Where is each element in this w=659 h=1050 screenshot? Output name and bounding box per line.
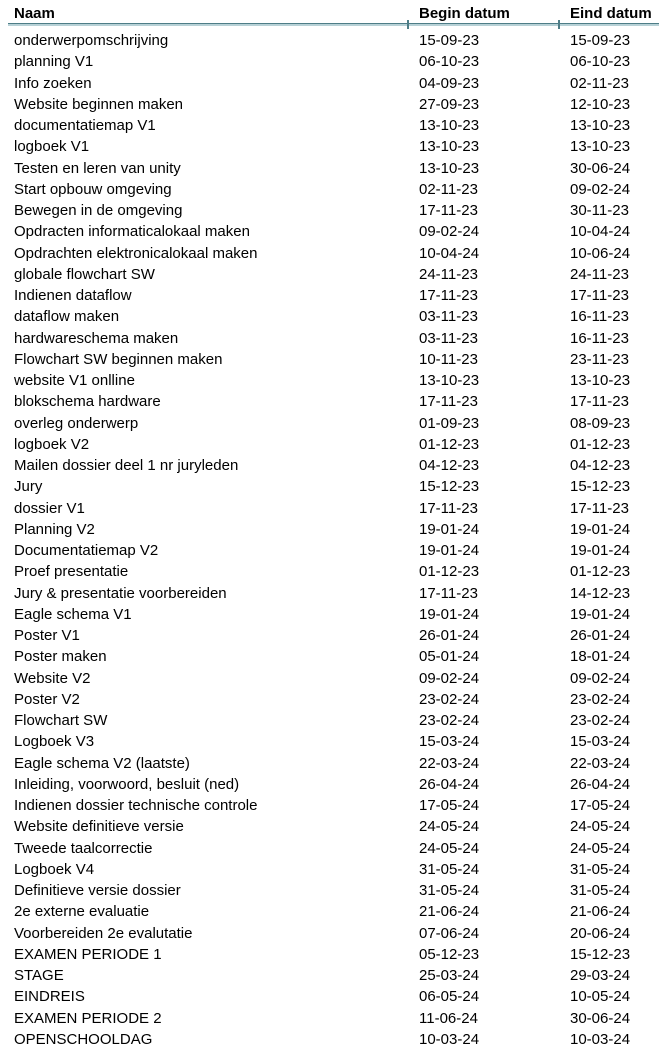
task-name-cell: Voorbereiden 2e evalutatie [14, 924, 193, 942]
table-row [0, 519, 659, 540]
begin-date-cell: 13-10-23 [419, 138, 480, 156]
table-row [0, 689, 659, 710]
end-date-cell: 17-11-23 [570, 499, 629, 517]
column-header-naam: Naam [14, 5, 55, 22]
table-row [0, 625, 659, 646]
task-name-cell: Flowchart SW [14, 712, 108, 730]
begin-date-cell: 17-05-24 [419, 797, 480, 815]
table-row [0, 476, 659, 497]
begin-date-cell: 05-12-23 [419, 945, 480, 963]
table-body [0, 30, 659, 1050]
table-row [0, 923, 659, 944]
table-row [0, 668, 659, 689]
begin-date-cell: 26-04-24 [419, 775, 480, 793]
task-name-cell: Inleiding, voorwoord, besluit (ned) [14, 775, 240, 793]
end-date-cell: 19-01-24 [570, 520, 631, 538]
end-date-cell: 24-11-23 [570, 265, 629, 283]
table-row [0, 30, 659, 51]
begin-date-cell: 04-12-23 [419, 457, 480, 475]
task-name-cell: Proef presentatie [14, 563, 129, 581]
table-row [0, 179, 659, 200]
end-date-cell: 19-01-24 [570, 605, 631, 623]
begin-date-cell: 24-05-24 [419, 818, 480, 836]
begin-date-cell: 15-12-23 [419, 478, 480, 496]
table-row [0, 264, 659, 285]
begin-date-cell: 15-03-24 [419, 733, 480, 751]
end-date-cell: 13-10-23 [570, 372, 631, 390]
begin-date-cell: 25-03-24 [419, 967, 480, 985]
end-date-cell: 20-06-24 [570, 924, 631, 942]
task-name-cell: logboek V2 [14, 435, 90, 453]
begin-date-cell: 26-01-24 [419, 627, 480, 645]
begin-date-cell: 01-09-23 [419, 414, 480, 432]
begin-date-cell: 13-10-23 [419, 117, 480, 135]
begin-date-cell: 13-10-23 [419, 159, 480, 177]
table-row [0, 136, 659, 157]
table-row [0, 328, 659, 349]
task-name-cell: dossier V1 [14, 499, 85, 517]
end-date-cell: 09-02-24 [570, 180, 631, 198]
table-row [0, 73, 659, 94]
end-date-cell: 19-01-24 [570, 542, 631, 560]
end-date-cell: 04-12-23 [570, 457, 631, 475]
table-row [0, 561, 659, 582]
begin-date-cell: 19-01-24 [419, 605, 480, 623]
table-row [0, 774, 659, 795]
task-name-cell: Jury [14, 478, 43, 496]
begin-date-cell: 13-10-23 [419, 372, 480, 390]
task-name-cell: Flowchart SW beginnen maken [14, 350, 223, 368]
task-name-cell: Indienen dossier technische controle [14, 797, 258, 815]
end-date-cell: 26-04-24 [570, 775, 631, 793]
begin-date-cell: 24-11-23 [419, 265, 478, 283]
end-date-cell: 01-12-23 [570, 435, 631, 453]
begin-date-cell: 19-01-24 [419, 520, 480, 538]
begin-date-cell: 15-09-23 [419, 32, 480, 50]
begin-date-cell: 23-02-24 [419, 712, 480, 730]
end-date-cell: 10-04-24 [570, 223, 631, 241]
begin-date-cell: 23-02-24 [419, 690, 480, 708]
end-date-cell: 10-05-24 [570, 988, 631, 1006]
end-date-cell: 24-05-24 [570, 839, 631, 857]
task-name-cell: documentatiemap V1 [14, 117, 156, 135]
end-date-cell: 10-03-24 [570, 1030, 631, 1048]
begin-date-cell: 01-12-23 [419, 435, 480, 453]
table-row [0, 94, 659, 115]
table-row [0, 306, 659, 327]
column-divider-tick [558, 20, 560, 29]
end-date-cell: 09-02-24 [570, 669, 631, 687]
begin-date-cell: 03-11-23 [419, 329, 478, 347]
end-date-cell: 13-10-23 [570, 138, 631, 156]
end-date-cell: 22-03-24 [570, 754, 631, 772]
end-date-cell: 08-09-23 [570, 414, 631, 432]
end-date-cell: 23-02-24 [570, 690, 631, 708]
task-name-cell: 2e externe evaluatie [14, 903, 150, 921]
task-name-cell: blokschema hardware [14, 393, 161, 411]
begin-date-cell: 09-02-24 [419, 223, 480, 241]
begin-date-cell: 10-11-23 [419, 350, 478, 368]
table-row [0, 349, 659, 370]
task-name-cell: planning V1 [14, 53, 94, 71]
task-name-cell: Start opbouw omgeving [14, 180, 172, 198]
task-name-cell: onderwerpomschrijving [14, 32, 169, 50]
end-date-cell: 17-11-23 [570, 287, 629, 305]
table-row [0, 391, 659, 412]
end-date-cell: 15-03-24 [570, 733, 631, 751]
end-date-cell: 24-05-24 [570, 818, 631, 836]
task-name-cell: STAGE [14, 967, 64, 985]
end-date-cell: 17-11-23 [570, 393, 629, 411]
begin-date-cell: 22-03-24 [419, 754, 480, 772]
begin-date-cell: 06-05-24 [419, 988, 480, 1006]
end-date-cell: 13-10-23 [570, 117, 631, 135]
begin-date-cell: 10-03-24 [419, 1030, 480, 1048]
begin-date-cell: 19-01-24 [419, 542, 480, 560]
task-name-cell: logboek V1 [14, 138, 90, 156]
task-name-cell: Mailen dossier deel 1 nr juryleden [14, 457, 239, 475]
task-name-cell: EXAMEN PERIODE 2 [14, 1009, 162, 1027]
table-row [0, 901, 659, 922]
task-name-cell: Eagle schema V1 [14, 605, 132, 623]
end-date-cell: 14-12-23 [570, 584, 631, 602]
table-row [0, 370, 659, 391]
table-row [0, 583, 659, 604]
task-name-cell: EINDREIS [14, 988, 85, 1006]
end-date-cell: 01-12-23 [570, 563, 631, 581]
begin-date-cell: 03-11-23 [419, 308, 478, 326]
task-name-cell: hardwareschema maken [14, 329, 179, 347]
begin-date-cell: 05-01-24 [419, 648, 480, 666]
table-row [0, 944, 659, 965]
table-row [0, 965, 659, 986]
end-date-cell: 16-11-23 [570, 308, 629, 326]
task-name-cell: Opdrachten elektronicalokaal maken [14, 244, 258, 262]
end-date-cell: 16-11-23 [570, 329, 629, 347]
table-row [0, 200, 659, 221]
table-row [0, 838, 659, 859]
begin-date-cell: 01-12-23 [419, 563, 480, 581]
begin-date-cell: 27-09-23 [419, 95, 480, 113]
column-header-eind-datum: Eind datum [570, 5, 652, 22]
end-date-cell: 15-09-23 [570, 32, 631, 50]
table-header-row [0, 5, 659, 23]
begin-date-cell: 02-11-23 [419, 180, 478, 198]
task-name-cell: Logboek V4 [14, 860, 95, 878]
begin-date-cell: 17-11-23 [419, 499, 478, 517]
begin-date-cell: 17-11-23 [419, 584, 478, 602]
table-row [0, 243, 659, 264]
begin-date-cell: 31-05-24 [419, 882, 480, 900]
task-name-cell: Tweede taalcorrectie [14, 839, 153, 857]
header-rule [8, 23, 659, 26]
task-name-cell: Poster V2 [14, 690, 80, 708]
task-name-cell: Jury & presentatie voorbereiden [14, 584, 227, 602]
task-name-cell: globale flowchart SW [14, 265, 155, 283]
task-name-cell: Poster V1 [14, 627, 80, 645]
begin-date-cell: 17-11-23 [419, 202, 478, 220]
end-date-cell: 15-12-23 [570, 945, 631, 963]
begin-date-cell: 17-11-23 [419, 287, 478, 305]
table-row [0, 710, 659, 731]
task-name-cell: Website definitieve versie [14, 818, 184, 836]
task-name-cell: OPENSCHOOLDAG [14, 1030, 153, 1048]
table-row [0, 434, 659, 455]
table-row [0, 51, 659, 72]
task-name-cell: EXAMEN PERIODE 1 [14, 945, 162, 963]
begin-date-cell: 17-11-23 [419, 393, 478, 411]
table-row [0, 859, 659, 880]
table-row [0, 753, 659, 774]
begin-date-cell: 11-06-24 [419, 1009, 478, 1027]
begin-date-cell: 21-06-24 [419, 903, 480, 921]
end-date-cell: 30-06-24 [570, 159, 631, 177]
task-name-cell: Indienen dataflow [14, 287, 132, 305]
table-row [0, 221, 659, 242]
table-row [0, 880, 659, 901]
table-row [0, 413, 659, 434]
end-date-cell: 06-10-23 [570, 53, 631, 71]
end-date-cell: 15-12-23 [570, 478, 631, 496]
table-row [0, 1008, 659, 1029]
task-name-cell: Poster maken [14, 648, 107, 666]
begin-date-cell: 09-02-24 [419, 669, 480, 687]
column-divider-tick [407, 20, 409, 29]
end-date-cell: 31-05-24 [570, 860, 631, 878]
end-date-cell: 17-05-24 [570, 797, 631, 815]
end-date-cell: 31-05-24 [570, 882, 631, 900]
end-date-cell: 23-02-24 [570, 712, 631, 730]
task-name-cell: Info zoeken [14, 74, 92, 92]
table-row [0, 455, 659, 476]
end-date-cell: 02-11-23 [570, 74, 629, 92]
table-row [0, 285, 659, 306]
end-date-cell: 30-11-23 [570, 202, 629, 220]
table-row [0, 731, 659, 752]
begin-date-cell: 04-09-23 [419, 74, 480, 92]
table-row [0, 498, 659, 519]
task-name-cell: Opdracten informaticalokaal maken [14, 223, 250, 241]
task-name-cell: Eagle schema V2 (laatste) [14, 754, 190, 772]
begin-date-cell: 10-04-24 [419, 244, 480, 262]
begin-date-cell: 31-05-24 [419, 860, 480, 878]
end-date-cell: 21-06-24 [570, 903, 631, 921]
end-date-cell: 23-11-23 [570, 350, 629, 368]
end-date-cell: 30-06-24 [570, 1009, 631, 1027]
end-date-cell: 26-01-24 [570, 627, 631, 645]
task-name-cell: website V1 onlline [14, 372, 135, 390]
table-row [0, 540, 659, 561]
end-date-cell: 12-10-23 [570, 95, 631, 113]
task-name-cell: Documentatiemap V2 [14, 542, 159, 560]
end-date-cell: 18-01-24 [570, 648, 631, 666]
table-row [0, 646, 659, 667]
table-row [0, 604, 659, 625]
task-name-cell: Bewegen in de omgeving [14, 202, 183, 220]
end-date-cell: 10-06-24 [570, 244, 631, 262]
task-name-cell: overleg onderwerp [14, 414, 139, 432]
task-name-cell: Definitieve versie dossier [14, 882, 181, 900]
table-row [0, 795, 659, 816]
begin-date-cell: 07-06-24 [419, 924, 480, 942]
column-header-begin-datum: Begin datum [419, 5, 510, 22]
task-name-cell: Website V2 [14, 669, 91, 687]
task-name-cell: dataflow maken [14, 308, 120, 326]
table-row [0, 816, 659, 837]
table-row [0, 158, 659, 179]
task-name-cell: Planning V2 [14, 520, 95, 538]
task-name-cell: Testen en leren van unity [14, 159, 181, 177]
table-row [0, 986, 659, 1007]
end-date-cell: 29-03-24 [570, 967, 631, 985]
task-name-cell: Logboek V3 [14, 733, 95, 751]
table-row [0, 115, 659, 136]
task-name-cell: Website beginnen maken [14, 95, 183, 113]
begin-date-cell: 24-05-24 [419, 839, 480, 857]
table-row [0, 1029, 659, 1050]
begin-date-cell: 06-10-23 [419, 53, 480, 71]
